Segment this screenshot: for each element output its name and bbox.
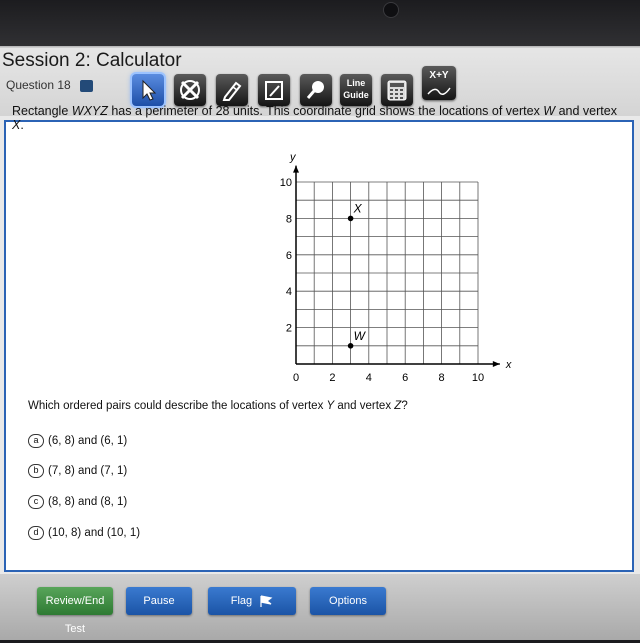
formula-icon xyxy=(425,82,453,98)
line-guide-label-line: Line xyxy=(346,78,366,88)
pause-button[interactable]: Pause xyxy=(126,587,192,615)
prompt-text-3: and vertex xyxy=(555,104,617,118)
x-tick-label: 6 xyxy=(402,372,409,384)
calculator-button[interactable] xyxy=(381,74,413,106)
x-tick-label: 10 xyxy=(471,372,485,384)
line-guide-label-guide: Guide xyxy=(343,90,369,100)
prompt-text-4: . xyxy=(20,118,24,132)
flag-button[interactable] xyxy=(208,587,296,615)
formula-button[interactable] xyxy=(422,66,456,100)
y-tick-label: 4 xyxy=(285,286,292,299)
choice-c-text: (8, 8) and (8, 1) xyxy=(48,496,128,509)
question-text-1: Which ordered pairs could describe the locations of vertex xyxy=(28,400,327,412)
flag-icon xyxy=(259,595,273,607)
prompt-text-2: has a perimeter of 28 units. This coordinate grid shows the locations of vertex xyxy=(107,104,544,118)
choice-a-bubble[interactable]: a xyxy=(28,434,44,448)
choice-a[interactable] xyxy=(28,434,127,448)
notepad-button[interactable] xyxy=(258,74,290,106)
notepad-icon xyxy=(261,77,287,103)
choice-b-bubble[interactable]: b xyxy=(28,464,44,478)
point-label-x: X xyxy=(353,201,362,216)
choice-b[interactable] xyxy=(28,464,127,478)
question-text-2: and vertex xyxy=(334,400,395,412)
point-label-w: W xyxy=(353,328,365,343)
x-tick-label: 2 xyxy=(329,372,336,384)
vertex-z-name: Z xyxy=(394,400,402,412)
question-number: Question 18 xyxy=(6,78,71,92)
highlighter-icon xyxy=(219,77,245,103)
magnifier-icon xyxy=(303,77,329,103)
rectangle-name: WXYZ xyxy=(71,104,108,118)
review-end-test-button[interactable]: Review/End Test xyxy=(37,587,113,615)
y-tick-label: 6 xyxy=(285,249,292,262)
vertex-w-name: W xyxy=(543,104,556,118)
y-tick-label: 8 xyxy=(285,213,292,226)
magnifier-button[interactable] xyxy=(300,74,332,106)
choice-a-text: (6, 8) and (6, 1) xyxy=(48,435,128,448)
flag-label: Flag xyxy=(230,595,253,607)
monitor-bezel xyxy=(0,0,640,46)
choice-d-bubble[interactable]: d xyxy=(28,526,44,540)
y-tick-label: 10 xyxy=(279,177,292,189)
x-tick-label: 8 xyxy=(438,372,445,384)
vertex-y-name: Y xyxy=(326,400,335,412)
question-text xyxy=(28,400,408,412)
choice-b-text: (7, 8) and (7, 1) xyxy=(48,465,128,478)
choice-d-text: (10, 8) and (10, 1) xyxy=(48,527,141,540)
y-axis-label: y xyxy=(290,151,296,164)
x-axis-label: x xyxy=(505,359,512,371)
options-button[interactable]: Options xyxy=(310,587,386,615)
question-prompt xyxy=(12,104,632,132)
x-tick-label: 4 xyxy=(365,372,372,384)
pointer-icon xyxy=(135,77,161,103)
prompt-text-1: Rectangle xyxy=(12,104,72,118)
question-text-3: ? xyxy=(401,400,408,412)
choice-d[interactable] xyxy=(28,526,140,540)
webcam xyxy=(383,2,399,18)
y-tick-label: 2 xyxy=(285,322,292,335)
choice-c-bubble[interactable]: c xyxy=(28,495,44,509)
choice-c[interactable] xyxy=(28,495,127,509)
line-guide-button[interactable] xyxy=(340,74,372,106)
question-flag-icon xyxy=(80,80,93,92)
pointer-tool-button[interactable] xyxy=(132,74,164,106)
eliminator-icon xyxy=(177,77,203,103)
vertex-x-name: X xyxy=(12,118,21,132)
session-title: Session 2: Calculator xyxy=(2,50,182,71)
x-tick-label: 0 xyxy=(292,372,300,384)
highlighter-button[interactable] xyxy=(216,74,248,106)
calculator-icon xyxy=(384,77,410,103)
answer-eliminator-button[interactable] xyxy=(174,74,206,106)
formula-label: X+Y xyxy=(429,70,449,81)
